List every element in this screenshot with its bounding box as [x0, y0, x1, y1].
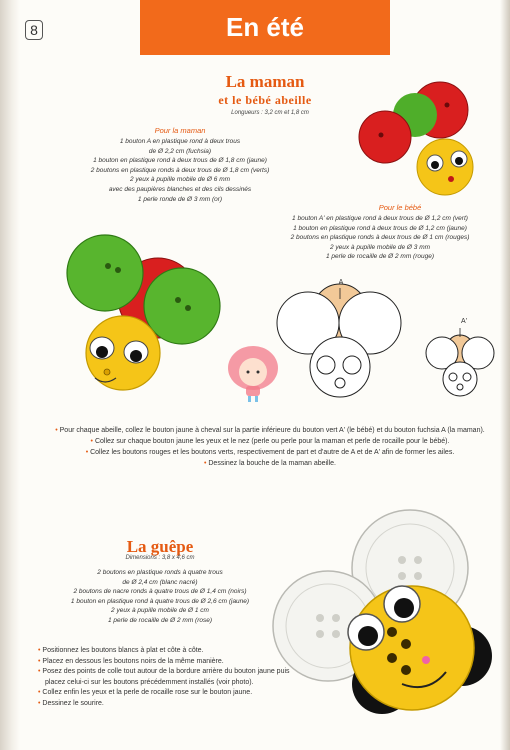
page-number: 8 [25, 20, 43, 40]
header-title: En été [225, 12, 305, 42]
instruction-item: • Pour chaque abeille, collez le bouton jaune à cheval sur la partie inférieure du bouton vert A' (le bébé) et du bouton fuchsia A (la maman). [40, 425, 500, 436]
instruction-item: • Dessinez le sourire. [38, 699, 308, 710]
baby-bee-photo [355, 75, 485, 205]
wasp-instructions [38, 646, 308, 710]
diagram-label-a: A [338, 279, 344, 286]
instruction-item: • Placez en dessous les boutons noirs de la même manière. [38, 657, 308, 668]
instruction-item: • Posez des points de colle tout autour de la bordure arrière du bouton jaune puis placez celui-ci sur les boutons précédemment installés (voir photo). [38, 667, 308, 688]
bee-assembly-diagram-a-prime [420, 325, 500, 405]
bee-sizes: Longueurs : 3,2 cm et 1,8 cm [231, 110, 309, 116]
list-item: 1 bouton A' en plastique rond à deux trous de Ø 1,2 cm (vert) [292, 215, 468, 222]
baby-heading: Pour le bébé [378, 203, 422, 212]
wasp-title: La guêpe [126, 537, 194, 556]
list-item: 2 boutons en plastique ronds à deux trous de Ø 1,8 cm (verts) [90, 166, 270, 174]
list-item: 1 bouton en plastique rond à deux trous de Ø 1,2 cm (jaune) [293, 224, 467, 232]
bee-title-line1: La maman [225, 72, 305, 91]
diagram-label-a-prime: A' [460, 318, 467, 325]
list-item: 2 boutons de nacre ronds à quatre trous de Ø 1,4 cm (noirs) [73, 588, 247, 596]
bee-instructions [40, 425, 500, 469]
list-item: 2 boutons en plastique ronds à deux trous de Ø 1 cm (rouges) [290, 234, 470, 242]
baby-materials-list [255, 214, 505, 262]
mom-materials-list [30, 137, 330, 204]
list-item: 2 yeux à pupille mobile de Ø 3 mm [329, 243, 431, 251]
list-item: de Ø 2,4 cm (blanc nacré) [122, 578, 198, 586]
bee-assembly-diagram-a [274, 275, 416, 405]
list-item: 2 boutons en plastique ronds à quatre trous [97, 569, 223, 576]
list-item: 1 perle de rocaille de Ø 2 mm (rouge) [325, 253, 435, 261]
wasp-sizes: Dimensions : 3,8 x 4,6 cm [125, 555, 195, 561]
list-item: 2 yeux à pupille mobile de Ø 6 mm [129, 176, 231, 184]
bee-title-line2: et le bébé abeille [218, 93, 312, 107]
list-item: de Ø 2,2 cm (fuchsia) [148, 147, 212, 155]
list-item: avec des paupières blanches et des cils dessinés [108, 185, 252, 193]
mom-bee-photo [60, 228, 235, 403]
header-band [140, 0, 390, 55]
list-item: 1 bouton en plastique rond à quatre trous de Ø 2,6 cm (jaune) [70, 597, 250, 605]
instruction-item: • Collez enfin les yeux et la perle de rocaille rose sur le bouton jaune. [38, 688, 308, 699]
instruction-item: • Collez sur chaque bouton jaune les yeux et le nez (perle ou perle pour la maman et perle de rocaille pour le bébé). [40, 436, 500, 447]
instruction-item: • Collez les boutons rouges et les boutons verts, respectivement de part et d'autre de A et de A' afin de former les ailes. [40, 447, 500, 458]
list-item: 1 bouton A en plastique rond à deux trous [119, 138, 241, 145]
list-item: 1 bouton en plastique rond à deux trous de Ø 1,8 cm (jaune) [93, 157, 267, 165]
list-item: 2 yeux à pupille mobile de Ø 1 cm [111, 607, 209, 615]
list-item: 1 perle ronde de Ø 3 mm (or) [137, 195, 223, 203]
page-edge-shadow [500, 0, 510, 750]
list-item: 1 perle de rocaille de Ø 2 mm (rose) [107, 616, 213, 624]
mom-heading: Pour la maman [154, 126, 206, 135]
instruction-item: • Dessinez la bouche de la maman abeille. [40, 458, 500, 469]
instruction-item: • Positionnez les boutons blancs à plat et côte à côte. [38, 646, 308, 657]
page-spine-shadow [0, 0, 20, 750]
wasp-materials-list [25, 568, 295, 626]
